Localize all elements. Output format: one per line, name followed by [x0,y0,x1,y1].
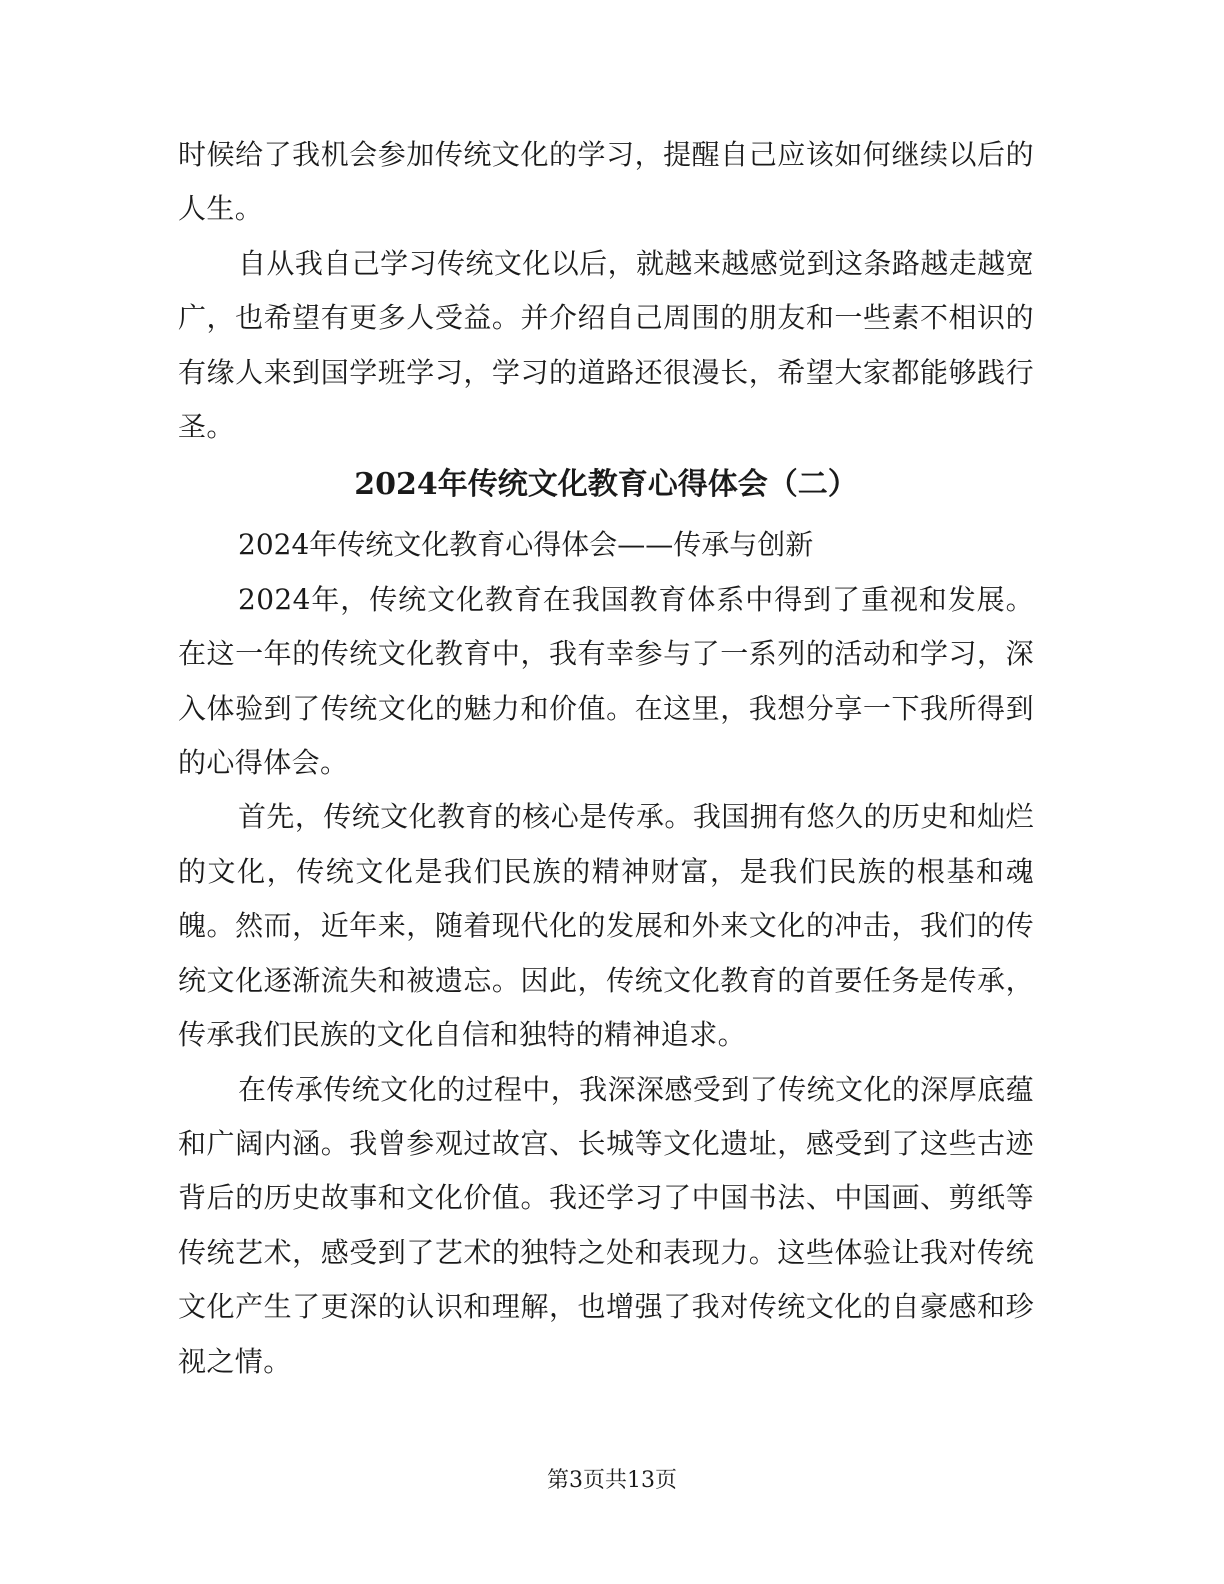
paragraph-study-path: 自从我自己学习传统文化以后，就越来越感觉到这条路越走越宽广，也希望有更多人受益。并介绍自己周围的朋友和一些素不相识的有缘人来到国学班学习，学习的道路还很漫长，希望大家都能够践行圣。 [178,246,1034,444]
paragraph-inheritance: 首先，传统文化教育的核心是传承。我国拥有悠久的历史和灿烂的文化，传统文化是我们民族的精神财富，是我们民族的根基和魂魄。然而，近年来，随着现代化的发展和外来文化的冲击，我们的传统文化逐渐流失和被遗忘。因此，传统文化教育的首要任务是传承，传承我们民族的文化自信和独特的精神追求。 [178,800,1034,1052]
paragraph-experience: 在传承传统文化的过程中，我深深感受到了传统文化的深厚底蕴和广阔内涵。我曾参观过故宫、长城等文化遗址，感受到了这些古迹背后的历史故事和文化价值。我还学习了中国书法、中国画、剪纸等传统艺术，感受到了艺术的独特之处和表现力。这些体验让我对传统文化产生了更深的认识和理解，也增强了我对传统文化的自豪感和珍视之情。 [178,1072,1034,1378]
section-subtitle: 2024年传统文化教育心得体会——传承与创新 [238,528,814,562]
page-number: 第3页共13页 [547,1468,677,1493]
page-body [178,128,1034,1389]
paragraph-intro: 2024年，传统文化教育在我国教育体系中得到了重视和发展。在这一年的传统文化教育中，我有幸参与了一系列的活动和学习，深入体验到了传统文化的魅力和价值。在这里，我想分享一下我所得到的心得体会。 [178,582,1034,780]
paragraph-continuation: 时候给了我机会参加传统文化的学习，提醒自己应该如何继续以后的人生。 [178,138,1034,226]
section-title: 2024年传统文化教育心得体会（二） [354,467,858,503]
